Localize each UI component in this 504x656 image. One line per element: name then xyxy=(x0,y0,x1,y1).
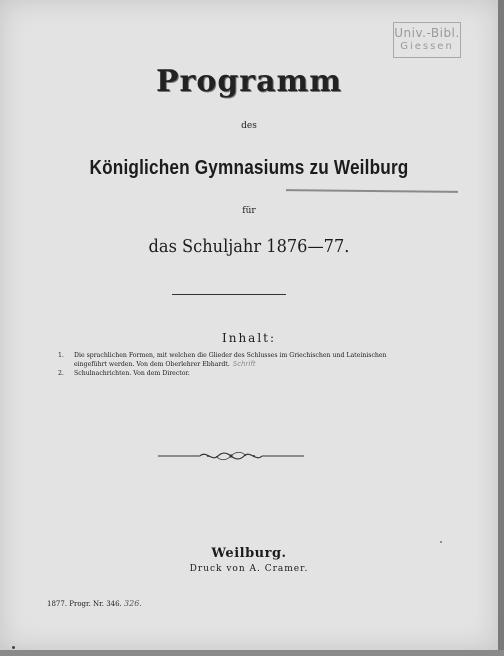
decorative-ornament xyxy=(156,449,306,463)
contents-item-number: 2. xyxy=(58,370,64,377)
title-connector-fuer: für xyxy=(242,206,256,216)
library-stamp xyxy=(393,22,461,58)
page-edge-right xyxy=(498,0,504,656)
ink-speck xyxy=(12,646,15,649)
title-connector-des: des xyxy=(241,121,257,131)
stamp-line-2: Giessen xyxy=(400,41,454,52)
page-edge-bottom xyxy=(0,650,504,656)
contents-item-number: 1. xyxy=(58,352,64,359)
program-number-handwritten: 326. xyxy=(124,599,142,608)
printer-line: Druck von A. Cramer. xyxy=(189,564,309,574)
contents-heading: Inhalt: xyxy=(221,331,277,345)
document-title: Programm xyxy=(155,64,343,99)
school-name: Königlichen Gymnasiums zu Weilburg xyxy=(89,157,409,179)
contents-item xyxy=(58,369,428,378)
contents-list xyxy=(58,351,428,378)
contents-item-line xyxy=(74,360,428,369)
ink-speck xyxy=(440,541,442,543)
contents-item-line: Schulnachrichten. Von dem Director. xyxy=(74,370,190,377)
contents-item-line: Die sprachlichen Formen, mit welchen die Glieder des Schlusses im Griechischen und Lateinischen xyxy=(74,352,387,359)
pencil-underline xyxy=(286,189,458,193)
contents-item xyxy=(58,351,428,369)
contents-item-line-text: eingeführt werden. Von dem Oberlehrer Ebhardt. xyxy=(74,361,230,368)
program-number-printed: 1877. Progr. Nr. 346. xyxy=(47,600,122,608)
program-number xyxy=(47,599,142,608)
school-year: das Schuljahr 1876—77. xyxy=(148,236,350,257)
pencil-annotation: Schrift xyxy=(232,360,256,368)
publication-city: Weilburg. xyxy=(211,546,287,561)
divider-rule xyxy=(172,294,286,295)
stamp-line-1: Univ.-Bibl. xyxy=(394,26,460,40)
